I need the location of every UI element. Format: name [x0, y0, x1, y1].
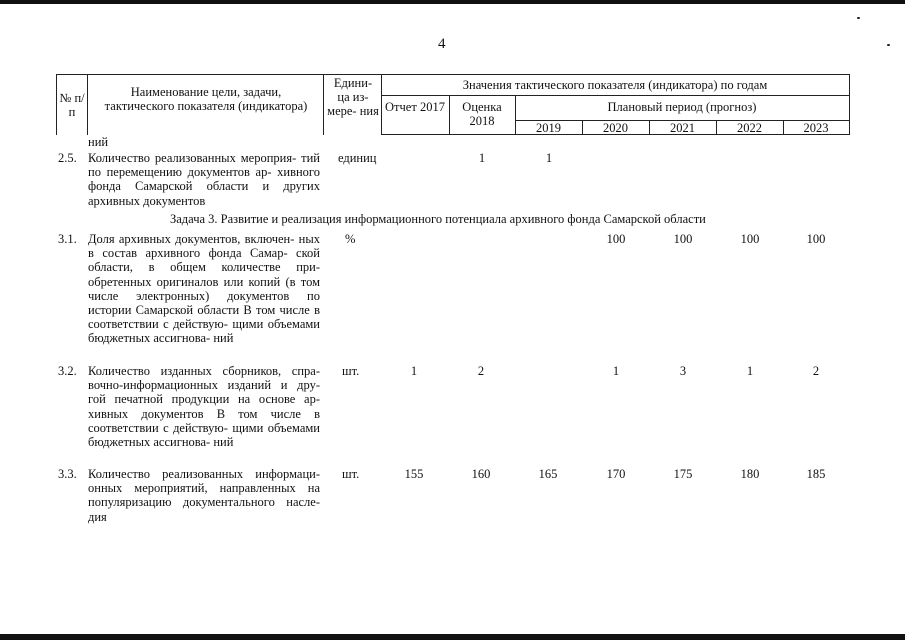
- row-unit: шт.: [342, 467, 360, 481]
- row-number: 2.5.: [58, 151, 77, 165]
- header-year: 2023: [803, 121, 829, 135]
- row-number: 3.2.: [58, 364, 77, 378]
- continuation-text: ний: [88, 135, 109, 149]
- row-value: 1: [410, 364, 418, 378]
- row-value: 2: [477, 364, 485, 378]
- scan-speck: [857, 17, 860, 19]
- header-year: 2021: [670, 121, 695, 135]
- table-header: [56, 74, 850, 135]
- row-name: Доля архивных документов, включен- ных в состав архивного фонда Самар- ской области, в общем количестве при- обретенных оригиналов или копий (в том числе электронных) документов по истории Самарской области В том числе в соответствии с действую- щими объемами бюджетных ассигнова- ний: [88, 232, 320, 346]
- row-value: 1: [545, 151, 553, 165]
- row-value: 1: [478, 151, 486, 165]
- row-value: 185: [806, 467, 826, 481]
- header-year: 2019: [536, 121, 561, 135]
- page-number: 4: [438, 36, 446, 52]
- row-value: 1: [612, 364, 620, 378]
- row-value: 2: [812, 364, 820, 378]
- task-heading: Задача 3. Развитие и реализация информационного потенциала архивного фонда Самарской области: [170, 212, 706, 226]
- header-name: Наименование цели, задачи, тактического показателя (индикатора): [104, 85, 308, 113]
- header-estimate: Оценка 2018: [462, 100, 502, 128]
- row-value: 100: [806, 232, 826, 246]
- row-value: 180: [740, 467, 760, 481]
- row-value: 165: [538, 467, 558, 481]
- scan-edge-bottom: [0, 634, 905, 640]
- header-num: № п/п: [59, 91, 85, 119]
- scan-speck: [887, 44, 890, 46]
- scan-edge-top: [0, 0, 905, 4]
- row-number: 3.1.: [58, 232, 77, 246]
- header-report: Отчет 2017: [385, 100, 445, 114]
- header-planned-period: Плановый период (прогноз): [607, 100, 757, 114]
- header-values-title: Значения тактического показателя (индикатора) по годам: [462, 78, 768, 92]
- row-name: Количество изданных сборников, спра- вочно-информационных изданий и дру- гой печатной продукции на основе ар- хивных документов В том числе в соответствии с действую- щими объемами бюджетных ассигнова- ний: [88, 364, 320, 450]
- header-year: 2022: [737, 121, 762, 135]
- header-year: 2020: [603, 121, 628, 135]
- row-value: 170: [606, 467, 626, 481]
- header-unit: Едини- ца из- мере- ния: [327, 76, 379, 118]
- row-value: 160: [471, 467, 491, 481]
- row-unit: единиц: [338, 151, 377, 165]
- row-value: 100: [606, 232, 626, 246]
- row-name: Количество реализованных мероприя- тий по перемещению документов ар- хивного фонда Самарской области и других архивных документов: [88, 151, 320, 208]
- row-number: 3.3.: [58, 467, 77, 481]
- row-value: 100: [740, 232, 760, 246]
- row-value: 100: [673, 232, 693, 246]
- row-unit: шт.: [342, 364, 360, 378]
- row-value: 1: [746, 364, 754, 378]
- row-value: 155: [404, 467, 424, 481]
- row-value: 3: [679, 364, 687, 378]
- row-value: 175: [673, 467, 693, 481]
- row-unit: %: [345, 232, 356, 246]
- row-name: Количество реализованных информаци- онных мероприятий, направленных на популяризацию документального насле- дия: [88, 467, 320, 524]
